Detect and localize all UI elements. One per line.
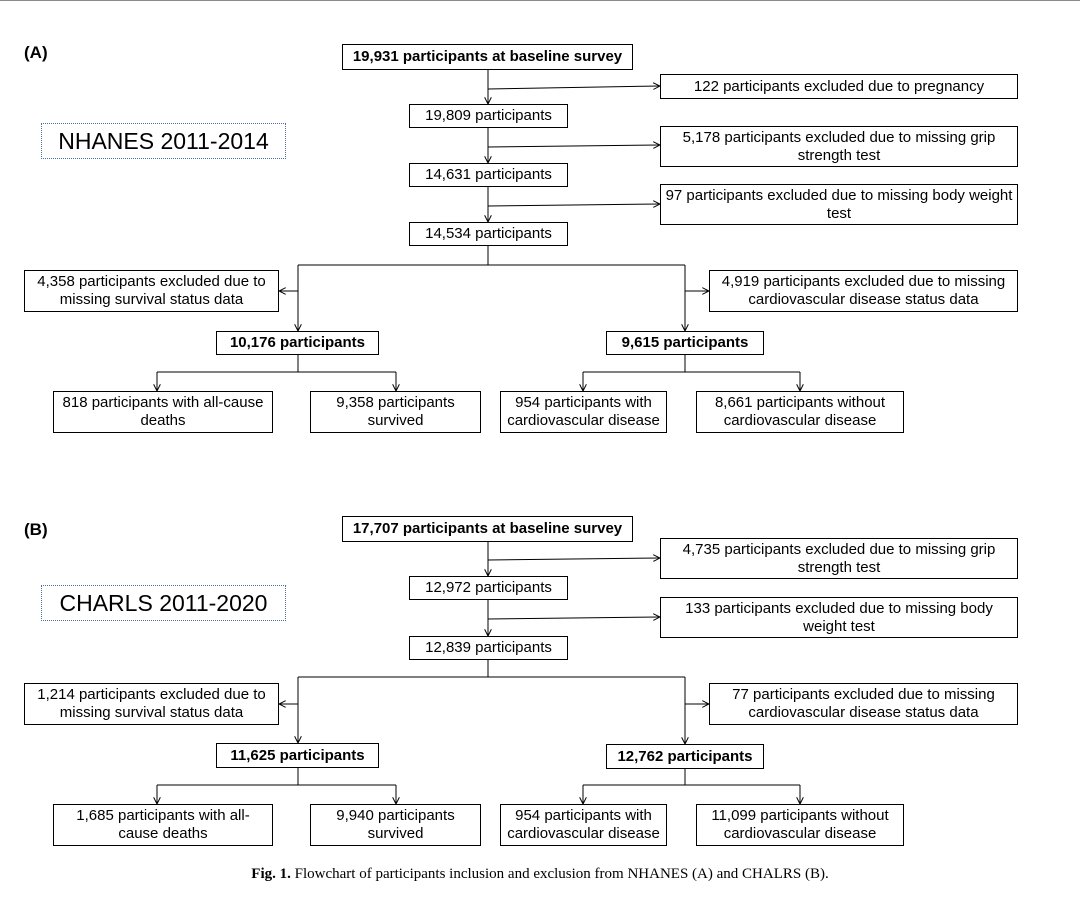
exclusion-node-b-2: 133 participants excluded due to missing body weight test [660,597,1018,638]
remaining-node-b-2: 12,839 participants [409,636,568,660]
right-outcome-node-a-2: 8,661 participants without cardiovascular disease [696,391,904,433]
right-outcome-node-b-2: 11,099 participants without cardiovascular disease [696,804,904,846]
left-outcome-node-a-2: 9,358 participants survived [310,391,481,433]
left-outcome-node-b-1: 1,685 participants with all-cause deaths [53,804,273,846]
left-exclusion-node-a: 4,358 participants excluded due to missing survival status data [24,270,279,312]
right-exclusion-node-b: 77 participants excluded due to missing cardiovascular disease status data [709,683,1018,725]
left-exclusion-node-b: 1,214 participants excluded due to missing survival status data [24,683,279,725]
remaining-node-a-1: 19,809 participants [409,104,568,128]
dataset-label-charls: CHARLS 2011-2020 [41,585,286,621]
right-total-node-b: 12,762 participants [606,744,764,769]
figure-caption [0,866,1080,883]
remaining-node-b-1: 12,972 participants [409,576,568,600]
right-outcome-node-b-1: 954 participants with cardiovascular disease [500,804,667,846]
baseline-node-b: 17,707 participants at baseline survey [342,516,633,542]
panel-label-b: (B) [24,520,48,539]
exclusion-node-a-2: 5,178 participants excluded due to missing grip strength test [660,126,1018,167]
right-exclusion-node-a: 4,919 participants excluded due to missing cardiovascular disease status data [709,270,1018,312]
left-outcome-node-b-2: 9,940 participants survived [310,804,481,846]
right-outcome-node-a-1: 954 participants with cardiovascular disease [500,391,667,433]
baseline-node-a: 19,931 participants at baseline survey [342,44,633,70]
remaining-node-a-2: 14,631 participants [409,163,568,187]
panel-label-a: (A) [24,43,48,62]
exclusion-node-a-1: 122 participants excluded due to pregnancy [660,74,1018,99]
exclusion-node-a-3: 97 participants excluded due to missing body weight test [660,184,1018,225]
exclusion-node-b-1: 4,735 participants excluded due to missing grip strength test [660,538,1018,579]
left-outcome-node-a-1: 818 participants with all-cause deaths [53,391,273,433]
caption-text: Flowchart of participants inclusion and exclusion from NHANES (A) and CHALRS (B). [294,866,829,882]
caption-label: Fig. 1. [251,866,291,882]
remaining-node-a-3: 14,534 participants [409,222,568,246]
right-total-node-a: 9,615 participants [606,331,764,355]
dataset-label-nhanes: NHANES 2011-2014 [41,123,286,159]
left-total-node-b: 11,625 participants [216,743,379,768]
left-total-node-a: 10,176 participants [216,331,379,355]
